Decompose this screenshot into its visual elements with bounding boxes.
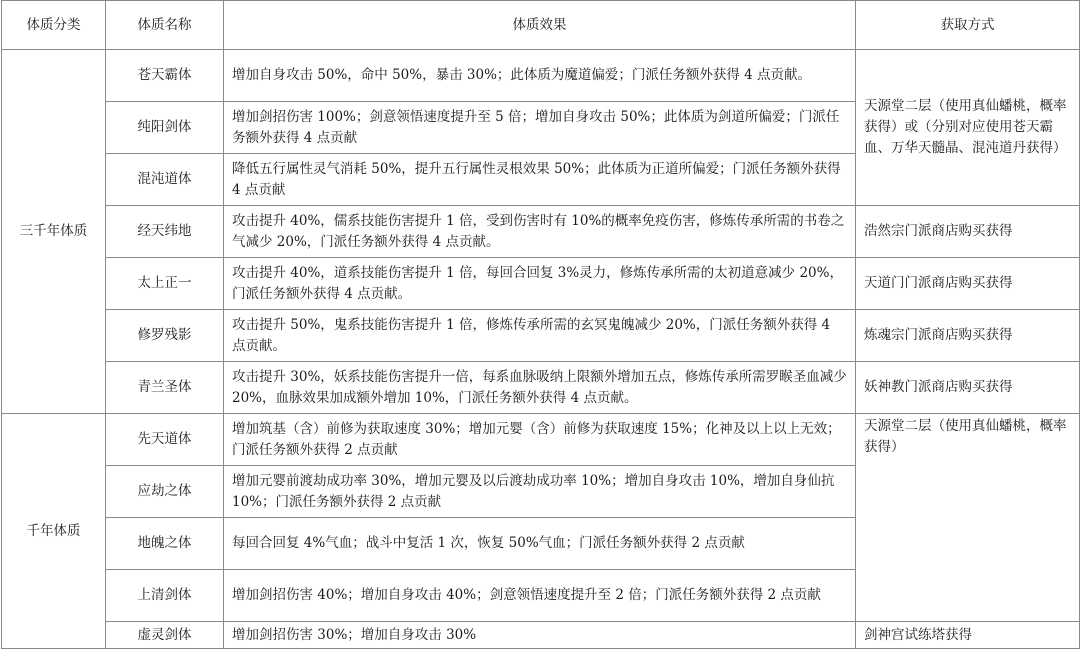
physique-table xyxy=(1,0,1080,649)
table-row xyxy=(2,258,1080,310)
acquire-method: 妖神教门派商店购买获得 xyxy=(856,362,1080,414)
physique-name: 青兰圣体 xyxy=(106,362,224,414)
physique-name: 太上正一 xyxy=(106,258,224,310)
physique-name: 苍天霸体 xyxy=(106,50,224,102)
physique-effect: 增加剑招伤害 100%；剑意领悟速度提升至 5 倍；增加自身攻击 50%；此体质为剑道所偏爱；门派任务额外获得 4 点贡献 xyxy=(224,102,856,154)
physique-name: 混沌道体 xyxy=(106,154,224,206)
physique-name: 先天道体 xyxy=(106,414,224,466)
acquire-method: 天道门门派商店购买获得 xyxy=(856,258,1080,310)
header-row xyxy=(2,1,1080,50)
physique-name: 修罗残影 xyxy=(106,310,224,362)
physique-effect: 增加剑招伤害 30%；增加自身攻击 30% xyxy=(224,622,856,649)
table-row xyxy=(2,622,1080,649)
acquire-method: 浩然宗门派商店购买获得 xyxy=(856,206,1080,258)
header-category: 体质分类 xyxy=(2,1,106,50)
physique-effect: 增加筑基（含）前修为获取速度 30%；增加元婴（含）前修为获取速度 15%；化神及以上以上无效；门派任务额外获得 2 点贡献 xyxy=(224,414,856,466)
physique-effect: 攻击提升 30%，妖系技能伤害提升一倍，每系血脉吸纳上限额外增加五点，修炼传承所需罗睺圣血减少 20%，血脉效果加成额外增加 10%，门派任务额外获得 4 点贡献。 xyxy=(224,362,856,414)
physique-effect: 攻击提升 40%，道系技能伤害提升 1 倍，每回合回复 3%灵力，修炼传承所需的太初道意减少 20%，门派任务额外获得 4 点贡献。 xyxy=(224,258,856,310)
table-row xyxy=(2,50,1080,102)
acquire-method: 剑神宫试练塔获得 xyxy=(856,622,1080,649)
category-cell: 三千年体质 xyxy=(2,50,106,414)
acquire-method: 炼魂宗门派商店购买获得 xyxy=(856,310,1080,362)
table-row xyxy=(2,206,1080,258)
header-effect: 体质效果 xyxy=(224,1,856,50)
physique-effect: 攻击提升 50%，鬼系技能伤害提升 1 倍，修炼传承所需的玄冥鬼魄减少 20%，门派任务额外获得 4 点贡献。 xyxy=(224,310,856,362)
acquire-method: 天源堂二层（使用真仙蟠桃，概率获得）或（分别对应使用苍天霸血、万华天髓晶、混沌道丹获得） xyxy=(856,50,1080,206)
acquire-method: 天源堂二层（使用真仙蟠桃，概率获得） xyxy=(856,414,1080,622)
physique-name: 应劫之体 xyxy=(106,466,224,518)
physique-effect: 增加自身攻击 50%，命中 50%，暴击 30%；此体质为魔道偏爱；门派任务额外获得 4 点贡献。 xyxy=(224,50,856,102)
physique-effect: 降低五行属性灵气消耗 50%，提升五行属性灵根效果 50%；此体质为正道所偏爱；门派任务额外获得 4 点贡献 xyxy=(224,154,856,206)
physique-name: 地魄之体 xyxy=(106,518,224,570)
header-name: 体质名称 xyxy=(106,1,224,50)
physique-effect: 每回合回复 4%气血；战斗中复活 1 次，恢复 50%气血；门派任务额外获得 2 点贡献 xyxy=(224,518,856,570)
physique-name: 经天纬地 xyxy=(106,206,224,258)
table-row xyxy=(2,362,1080,414)
header-method: 获取方式 xyxy=(856,1,1080,50)
physique-name: 纯阳剑体 xyxy=(106,102,224,154)
physique-effect: 增加元婴前渡劫成功率 30%，增加元婴及以后渡劫成功率 10%；增加自身攻击 10%，增加自身仙抗 10%；门派任务额外获得 2 点贡献 xyxy=(224,466,856,518)
physique-effect: 攻击提升 40%，儒系技能伤害提升 1 倍，受到伤害时有 10%的概率免疫伤害，修炼传承所需的书卷之气减少 20%，门派任务额外获得 4 点贡献。 xyxy=(224,206,856,258)
physique-name: 上清剑体 xyxy=(106,570,224,622)
table-row xyxy=(2,414,1080,466)
physique-name: 虚灵剑体 xyxy=(106,622,224,649)
table-row xyxy=(2,310,1080,362)
physique-effect: 增加剑招伤害 40%；增加自身攻击 40%；剑意领悟速度提升至 2 倍；门派任务额外获得 2 点贡献 xyxy=(224,570,856,622)
category-cell: 千年体质 xyxy=(2,414,106,649)
